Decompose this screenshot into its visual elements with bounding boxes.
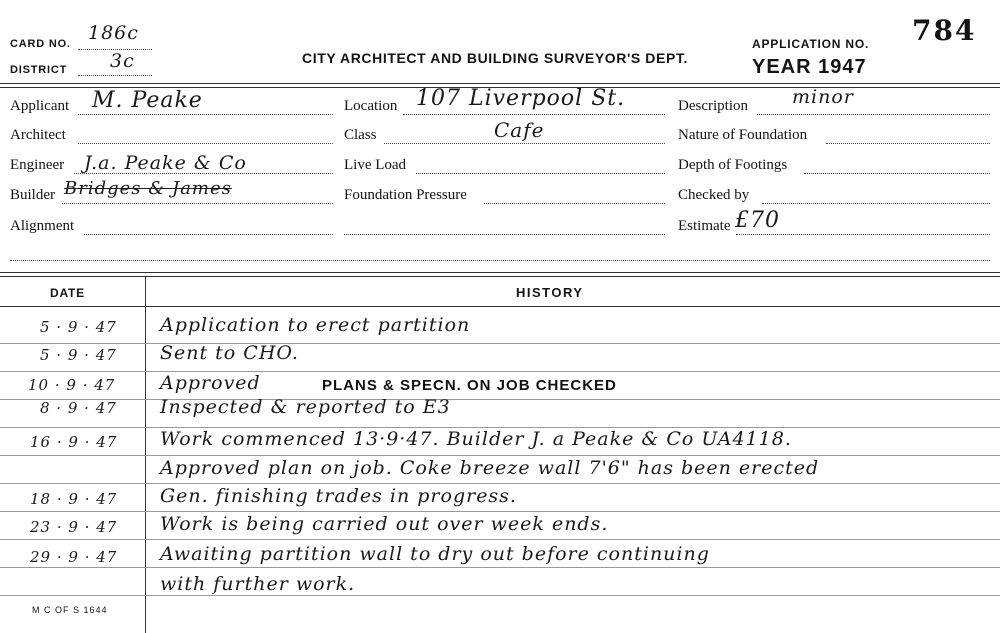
history-rule-3: [0, 399, 1000, 400]
card-no-label: CARD NO.: [10, 38, 71, 50]
year-label: YEAR 1947: [752, 56, 867, 78]
alignment-line: [84, 234, 333, 235]
history-rule-9: [0, 567, 1000, 568]
estimate-value: £70: [735, 208, 780, 233]
live-load-line: [416, 173, 665, 174]
applicant-value: M. Peake: [92, 88, 203, 113]
history-header: HISTORY: [516, 285, 584, 300]
class-label: Class: [344, 127, 377, 143]
history-date: 5 · 9 · 47: [40, 346, 117, 364]
estimate-line: [736, 234, 990, 235]
history-top-rule-2: [0, 276, 1000, 277]
history-entry: Sent to CHO.: [160, 342, 299, 364]
history-rule-10: [0, 595, 1000, 596]
card-no-value: 186c: [88, 22, 139, 44]
history-rule-2: [0, 371, 1000, 372]
history-date: 5 · 9 · 47: [40, 318, 117, 336]
architect-label: Architect: [10, 127, 66, 143]
description-label: Description: [678, 98, 748, 114]
engineer-label: Engineer: [10, 157, 65, 173]
history-entry: Work is being carried out over week ends.: [160, 513, 609, 535]
column2-extra-line: [344, 234, 665, 235]
estimate-label: Estimate: [678, 218, 731, 234]
description-line: [757, 114, 990, 115]
builder-line: [62, 203, 333, 204]
depth-of-footings-line: [804, 173, 990, 174]
history-entry: Approved plan on job. Coke breeze wall 7'6" has been erected: [160, 457, 820, 479]
engineer-value: J.a. Peake & Co: [84, 152, 247, 174]
district-value: 3c: [110, 50, 135, 72]
depth-of-footings-label: Depth of Footings: [678, 157, 788, 173]
date-header: DATE: [50, 286, 85, 300]
history-header-rule: [0, 306, 1000, 307]
history-date: 18 · 9 · 47: [30, 490, 118, 508]
history-entry: Gen. finishing trades in progress.: [160, 485, 517, 507]
class-line: [384, 143, 665, 144]
fields-bottom-line: [10, 260, 990, 261]
alignment-label: Alignment: [10, 218, 75, 234]
history-rule-6: [0, 483, 1000, 484]
foundation-pressure-label: Foundation Pressure: [344, 187, 467, 203]
nature-of-foundation-line: [826, 143, 990, 144]
history-rule-8: [0, 539, 1000, 540]
checked-by-label: Checked by: [678, 187, 750, 203]
history-date: 29 · 9 · 47: [30, 548, 118, 566]
plans-checked-stamp: PLANS & SPECN. ON JOB CHECKED: [322, 377, 617, 394]
builder-label: Builder: [10, 187, 55, 203]
nature-of-foundation-label: Nature of Foundation: [678, 127, 808, 143]
district-line: [78, 75, 152, 76]
history-rule-5: [0, 455, 1000, 456]
description-value: minor: [792, 86, 854, 108]
checked-by-line: [762, 203, 990, 204]
history-entry: Awaiting partition wall to dry out before continuing: [160, 543, 710, 565]
history-date: 8 · 9 · 47: [40, 399, 117, 417]
history-entry: Approved: [160, 372, 261, 394]
location-line: [403, 114, 665, 115]
builder-value: Bridges & James: [64, 178, 232, 199]
history-entry: Work commenced 13·9·47. Builder J. a Peake & Co UA4118.: [160, 428, 792, 450]
applicant-line: [78, 114, 333, 115]
history-rule-1: [0, 343, 1000, 344]
applicant-label: Applicant: [10, 98, 70, 114]
history-date: 23 · 9 · 47: [30, 518, 118, 536]
class-value: Cafe: [494, 118, 545, 142]
foundation-pressure-line: [484, 203, 665, 204]
history-rule-7: [0, 511, 1000, 512]
architect-line: [78, 143, 333, 144]
live-load-label: Live Load: [344, 157, 407, 173]
location-value: 107 Liverpool St.: [416, 86, 626, 111]
header-rule: [0, 83, 1000, 84]
application-label: APPLICATION NO.: [752, 37, 870, 51]
history-date: 10 · 9 · 47: [28, 376, 116, 394]
history-entry: with further work.: [160, 573, 356, 595]
location-label: Location: [344, 98, 398, 114]
form-code: M C OF S 1644: [32, 605, 108, 615]
district-label: DISTRICT: [10, 64, 68, 76]
department-title: CITY ARCHITECT AND BUILDING SURVEYOR'S DEPT.: [302, 50, 688, 66]
history-top-rule: [0, 272, 1000, 273]
history-date: 16 · 9 · 47: [30, 433, 118, 451]
history-entry: Inspected & reported to E3: [160, 396, 451, 418]
application-number: 784: [912, 14, 977, 47]
history-entry: Application to erect partition: [160, 314, 471, 336]
